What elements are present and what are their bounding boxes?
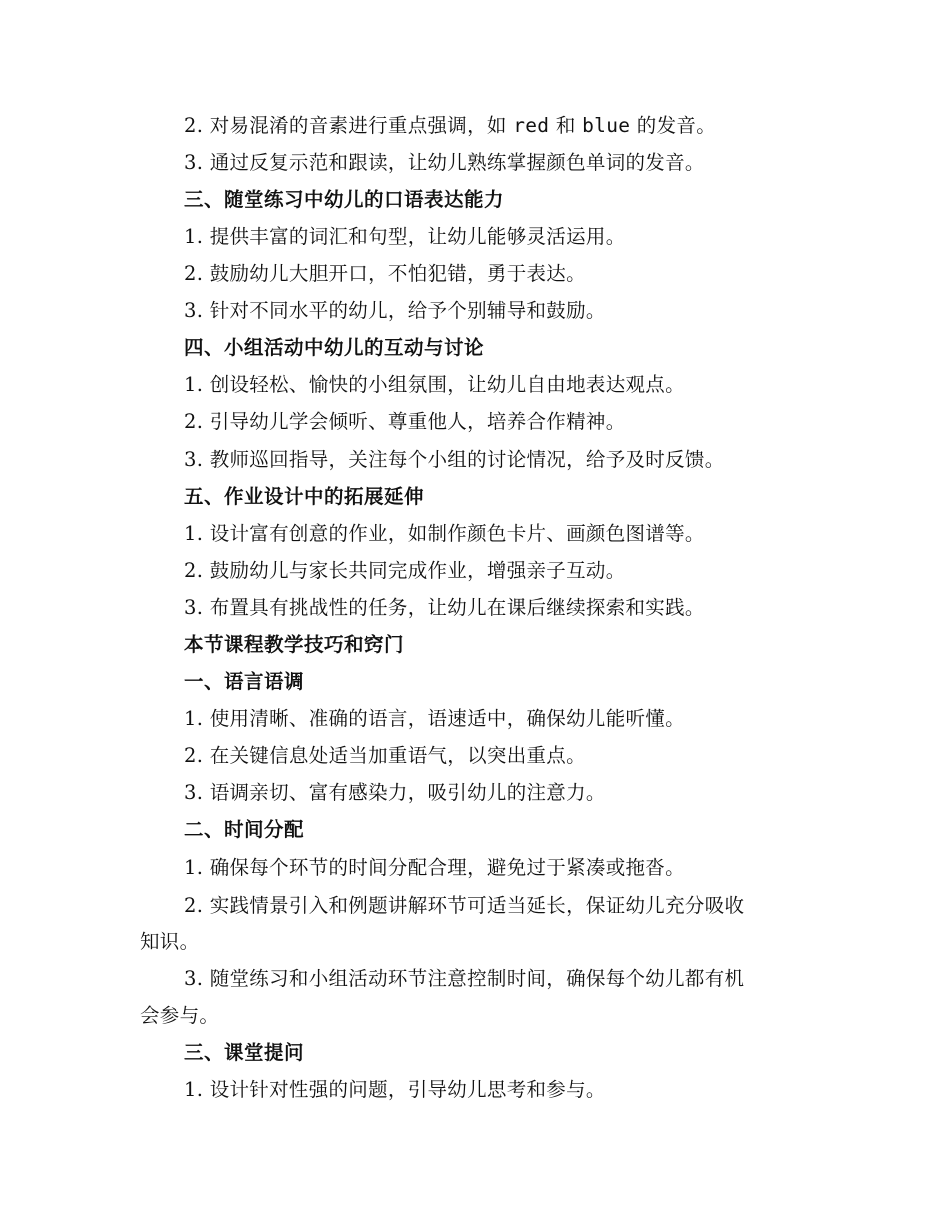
section-heading: 三、课堂提问	[184, 1041, 305, 1064]
paragraph-line-item: 2. 在关键信息处适当加重语气，以突出重点。	[184, 744, 586, 767]
paragraph-line-item: 1. 创设轻松、愉快的小组氛围，让幼儿自由地表达观点。	[184, 373, 685, 396]
paragraph-line-item: 1. 使用清晰、准确的语言，语速适中，确保幼儿能听懂。	[184, 707, 685, 730]
text-segment: 的发音。	[630, 114, 717, 137]
section-heading: 一、语言语调	[184, 670, 305, 693]
paragraph-line-item: 1. 提供丰富的词汇和句型，让幼儿能够灵活运用。	[184, 225, 626, 248]
code-term: blue	[582, 114, 631, 137]
code-term: red	[513, 114, 550, 137]
section-heading: 三、随堂练习中幼儿的口语表达能力	[184, 188, 505, 211]
paragraph-line-continuation: 会参与。	[140, 1004, 220, 1027]
paragraph-line-item	[184, 113, 716, 139]
paragraph-line-item: 2. 鼓励幼儿与家长共同完成作业，增强亲子互动。	[184, 559, 626, 582]
paragraph-line-item: 3. 针对不同水平的幼儿，给予个别辅导和鼓励。	[184, 299, 606, 322]
paragraph-line-item: 3. 通过反复示范和跟读，让幼儿熟练掌握颜色单词的发音。	[184, 151, 705, 174]
paragraph-line-item: 2. 引导幼儿学会倾听、尊重他人，培养合作精神。	[184, 410, 626, 433]
text-segment: 2. 对易混淆的音素进行重点强调，如	[184, 114, 514, 137]
section-heading: 四、小组活动中幼儿的互动与讨论	[184, 336, 485, 359]
paragraph-line-item: 2. 鼓励幼儿大胆开口，不怕犯错，勇于表达。	[184, 262, 586, 285]
paragraph-line-item: 1. 确保每个环节的时间分配合理，避免过于紧凑或拖沓。	[184, 856, 685, 879]
paragraph-line-item: 3. 随堂练习和小组活动环节注意控制时间，确保每个幼儿都有机	[184, 967, 745, 990]
paragraph-line-item: 2. 实践情景引入和例题讲解环节可适当延长，保证幼儿充分吸收	[184, 894, 745, 917]
paragraph-line-item: 1. 设计针对性强的问题，引导幼儿思考和参与。	[184, 1078, 606, 1101]
chapter-heading: 本节课程教学技巧和窍门	[184, 633, 405, 656]
text-segment: 和	[549, 114, 583, 137]
paragraph-line-item: 3. 语调亲切、富有感染力，吸引幼儿的注意力。	[184, 781, 606, 804]
paragraph-line-item: 3. 布置具有挑战性的任务，让幼儿在课后继续探索和实践。	[184, 596, 705, 619]
section-heading: 五、作业设计中的拓展延伸	[184, 485, 425, 508]
paragraph-line-item: 3. 教师巡回指导，关注每个小组的讨论情况，给予及时反馈。	[184, 448, 725, 471]
paragraph-line-item: 1. 设计富有创意的作业，如制作颜色卡片、画颜色图谱等。	[184, 522, 705, 545]
paragraph-line-continuation: 知识。	[140, 930, 200, 953]
section-heading: 二、时间分配	[184, 818, 305, 841]
